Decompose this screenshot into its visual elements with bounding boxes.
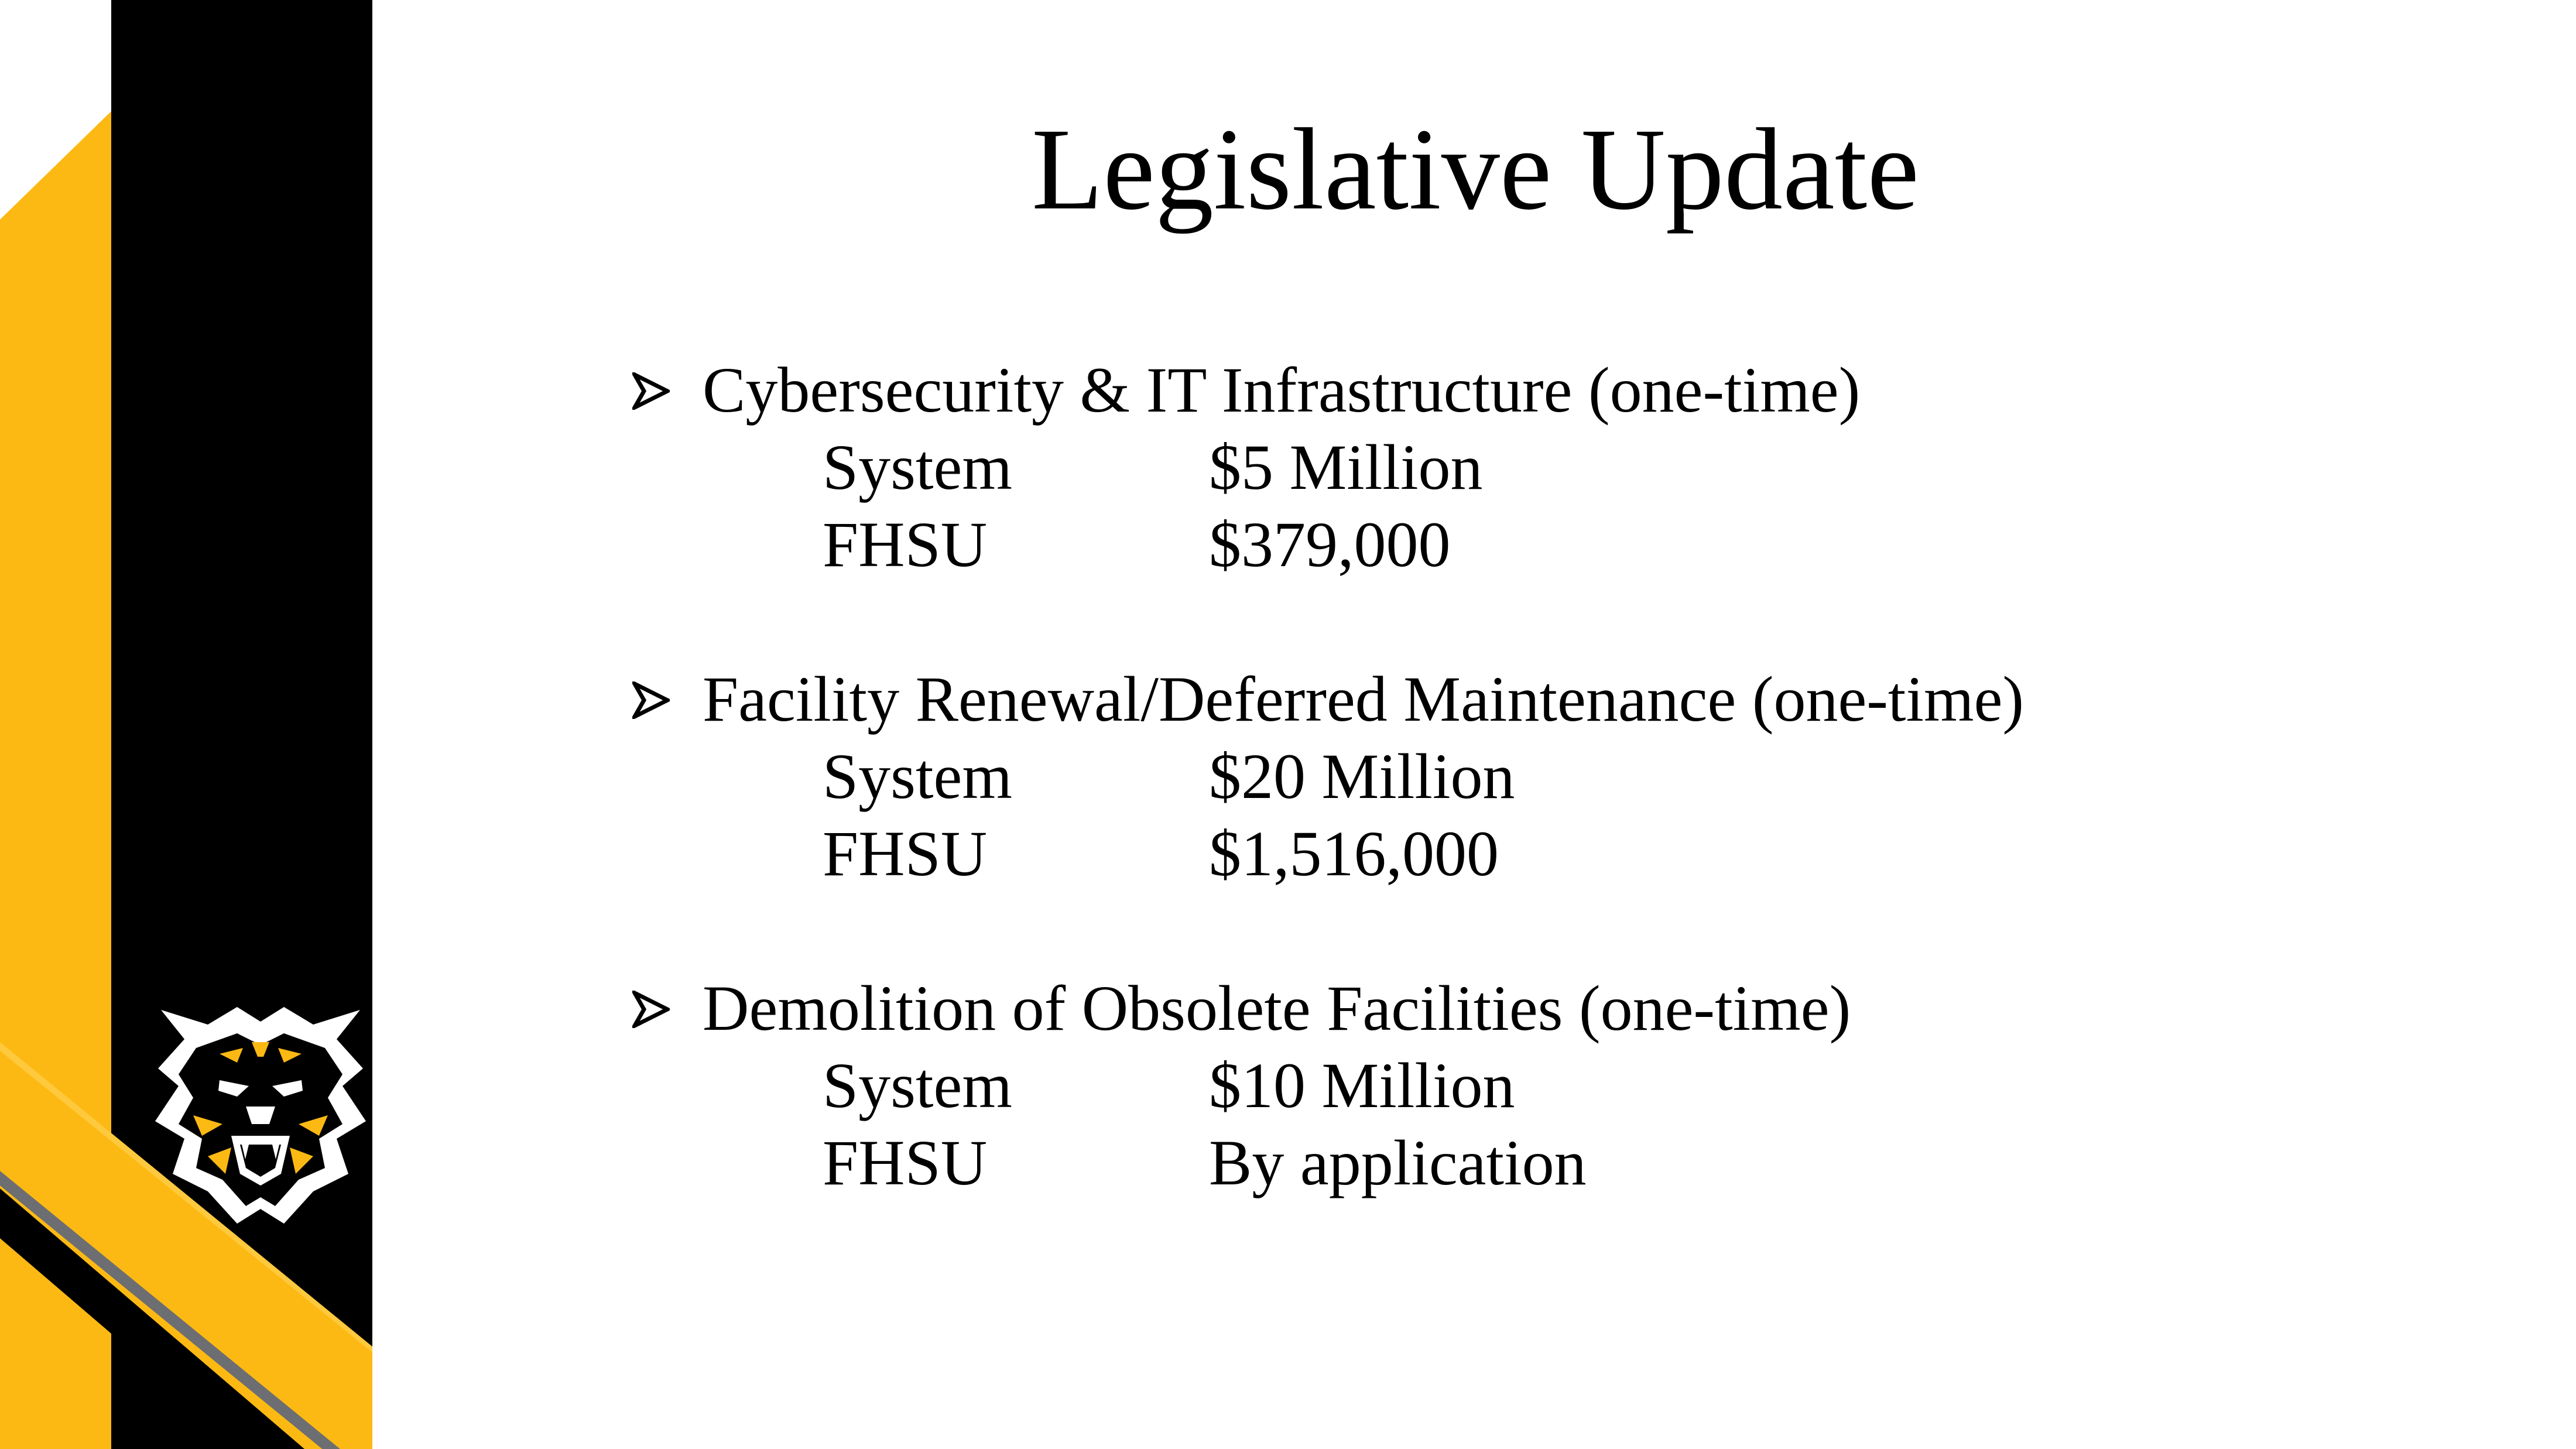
bullet-heading: Demolition of Obsolete Facilities (one-time) [703, 972, 1851, 1044]
section-cybersecurity [632, 351, 2506, 583]
funding-row [632, 738, 2506, 815]
row-label: System [823, 431, 1012, 503]
row-label: FHSU [823, 818, 988, 889]
bullet-item [632, 351, 2506, 429]
row-label: System [823, 741, 1012, 812]
funding-row [632, 1047, 2506, 1124]
left-decorative-band [0, 0, 410, 1449]
row-label: FHSU [823, 1127, 988, 1198]
row-value: $5 Million [1209, 431, 1483, 503]
funding-row [632, 815, 2506, 892]
section-facility-renewal [632, 660, 2506, 892]
tiger-head-icon [149, 998, 372, 1227]
bullet-heading: Cybersecurity & IT Infrastructure (one-time) [703, 354, 1861, 426]
row-label: FHSU [823, 509, 988, 580]
funding-row [632, 1124, 2506, 1201]
row-value: $10 Million [1209, 1050, 1515, 1121]
arrow-bullet-icon [632, 372, 670, 410]
row-value: $379,000 [1209, 509, 1451, 580]
slide-title: Legislative Update [1031, 105, 1920, 234]
funding-row [632, 429, 2506, 506]
arrow-bullet-icon [632, 991, 670, 1028]
row-value: $20 Million [1209, 741, 1515, 812]
funding-row [632, 506, 2506, 583]
row-label: System [823, 1050, 1012, 1121]
bullet-item [632, 970, 2506, 1047]
row-value: By application [1209, 1127, 1587, 1198]
bullet-item [632, 660, 2506, 738]
section-demolition [632, 970, 2506, 1201]
bullet-heading: Facility Renewal/Deferred Maintenance (one-time) [703, 663, 2025, 735]
row-value: $1,516,000 [1209, 818, 1499, 889]
arrow-bullet-icon [632, 681, 670, 719]
